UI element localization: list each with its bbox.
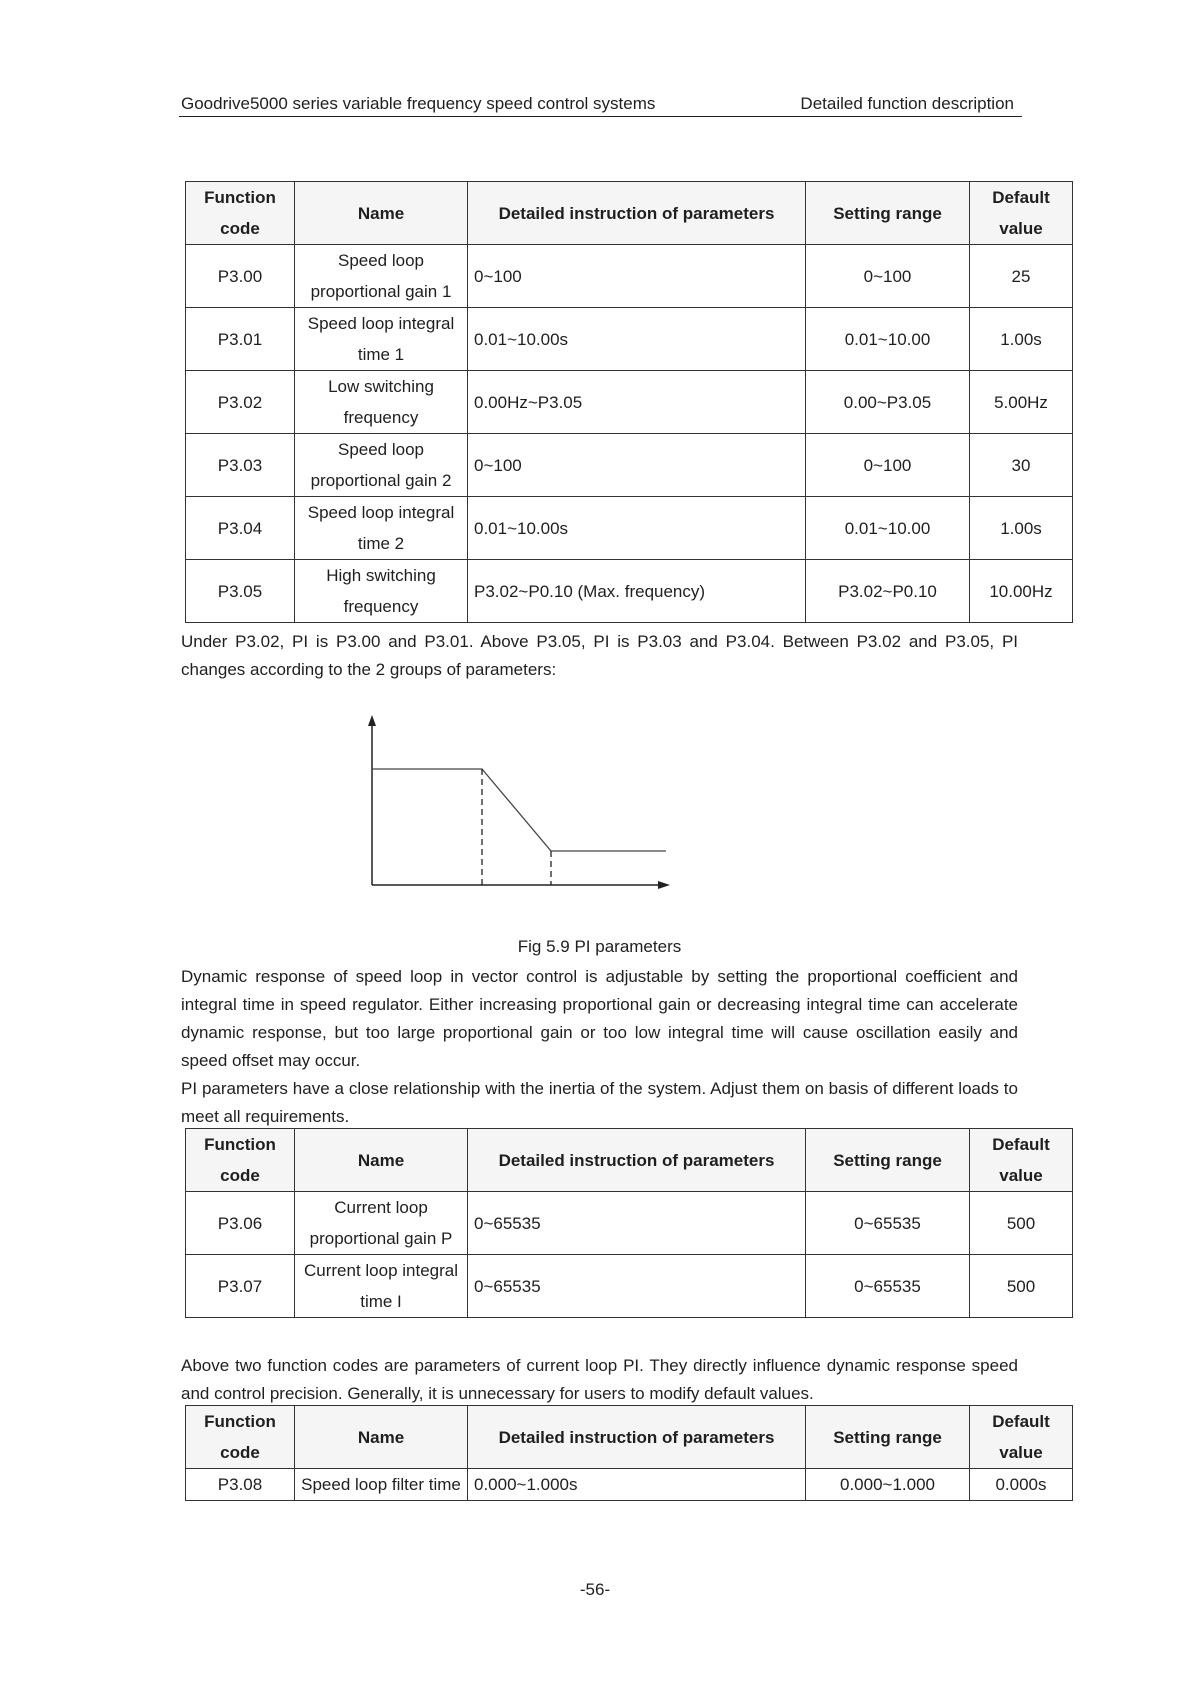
cell-desc: 0.000~1.000s (468, 1469, 806, 1501)
cell-code: P3.03 (186, 434, 295, 497)
cell-name: High switching frequency (295, 560, 468, 623)
cell-range: 0~100 (806, 245, 970, 308)
cell-default: 10.00Hz (970, 560, 1073, 623)
header-default-value: Default value (970, 1406, 1073, 1469)
cell-range: 0~65535 (806, 1255, 970, 1318)
cell-name: Current loop proportional gain P (295, 1192, 468, 1255)
cell-code: P3.00 (186, 245, 295, 308)
cell-code: P3.04 (186, 497, 295, 560)
cell-code: P3.07 (186, 1255, 295, 1318)
pi-curve (372, 769, 666, 851)
header-name: Name (295, 1129, 468, 1192)
cell-desc: 0~100 (468, 245, 806, 308)
table-header-row (186, 1406, 1073, 1469)
header-name: Name (295, 1406, 468, 1469)
cell-name: Speed loop integral time 1 (295, 308, 468, 371)
cell-default: 0.000s (970, 1469, 1073, 1501)
parameter-table-2 (185, 1128, 1073, 1318)
table-row (186, 371, 1073, 434)
table-header-row (186, 182, 1073, 245)
table-header-row (186, 1129, 1073, 1192)
cell-range: P3.02~P0.10 (806, 560, 970, 623)
page-number: -56- (579, 1580, 611, 1599)
header-setting-range: Setting range (806, 182, 970, 245)
cell-desc: 0~100 (468, 434, 806, 497)
header-default-value: Default value (970, 182, 1073, 245)
cell-default: 5.00Hz (970, 371, 1073, 434)
parameter-table-1 (185, 181, 1073, 623)
cell-name: Speed loop filter time (295, 1469, 468, 1501)
cell-code: P3.05 (186, 560, 295, 623)
header-function-code: Function code (186, 1129, 295, 1192)
table-row (186, 245, 1073, 308)
cell-name: Low switching frequency (295, 371, 468, 434)
table-row (186, 1469, 1073, 1501)
cell-code: P3.06 (186, 1192, 295, 1255)
cell-default: 30 (970, 434, 1073, 497)
header-section: Detailed function description (800, 94, 1014, 113)
table-row (186, 1192, 1073, 1255)
paragraph-current-loop: Above two function codes are parameters of current loop PI. They directly influence dynamic response speed and control precision. Generally, it is unnecessary for users to modify default values. (181, 1356, 1018, 1403)
x-axis-arrow-icon (658, 881, 670, 889)
cell-name: Current loop integral time I (295, 1255, 468, 1318)
header-name: Name (295, 182, 468, 245)
cell-range: 0.00~P3.05 (806, 371, 970, 434)
header-setting-range: Setting range (806, 1406, 970, 1469)
cell-default: 500 (970, 1192, 1073, 1255)
cell-default: 500 (970, 1255, 1073, 1318)
header-detailed-instruction: Detailed instruction of parameters (468, 182, 806, 245)
header-title: Goodrive5000 series variable frequency speed control systems (181, 94, 656, 113)
parameter-table-3 (185, 1405, 1073, 1501)
cell-code: P3.08 (186, 1469, 295, 1501)
cell-name: Speed loop proportional gain 2 (295, 434, 468, 497)
table-row (186, 308, 1073, 371)
cell-desc: 0~65535 (468, 1255, 806, 1318)
y-axis-arrow-icon (368, 715, 376, 726)
figure-caption: Fig 5.9 PI parameters (517, 937, 682, 956)
cell-code: P3.02 (186, 371, 295, 434)
header-function-code: Function code (186, 1406, 295, 1469)
cell-range: 0.01~10.00 (806, 497, 970, 560)
cell-desc: 0~65535 (468, 1192, 806, 1255)
cell-range: 0.01~10.00 (806, 308, 970, 371)
paragraph-dynamic-response: Dynamic response of speed loop in vector control is adjustable by setting the proportional coefficient and integral time in speed regulator. Either increasing proportional gain or decreasing integral time can accelerate dynamic response, but too large proportional gain or too low integral time will cause oscillation easily and speed offset may occur. (181, 967, 1018, 1070)
cell-name: Speed loop integral time 2 (295, 497, 468, 560)
page-header (179, 92, 1022, 117)
cell-default: 1.00s (970, 497, 1073, 560)
pi-parameters-figure (360, 715, 680, 900)
cell-desc: 0.01~10.00s (468, 497, 806, 560)
cell-range: 0~65535 (806, 1192, 970, 1255)
header-function-code: Function code (186, 182, 295, 245)
table-row (186, 560, 1073, 623)
cell-code: P3.01 (186, 308, 295, 371)
table-row (186, 434, 1073, 497)
table-row (186, 497, 1073, 560)
cell-range: 0~100 (806, 434, 970, 497)
paragraph-pi-switching: Under P3.02, PI is P3.00 and P3.01. Above P3.05, PI is P3.03 and P3.04. Between P3.02 and P3.05, PI changes according to the 2 groups of parameters: (181, 632, 1018, 679)
header-setting-range: Setting range (806, 1129, 970, 1192)
cell-desc: 0.00Hz~P3.05 (468, 371, 806, 434)
cell-name: Speed loop proportional gain 1 (295, 245, 468, 308)
header-detailed-instruction: Detailed instruction of parameters (468, 1129, 806, 1192)
cell-default: 1.00s (970, 308, 1073, 371)
cell-desc: P3.02~P0.10 (Max. frequency) (468, 560, 806, 623)
cell-default: 25 (970, 245, 1073, 308)
cell-desc: 0.01~10.00s (468, 308, 806, 371)
cell-range: 0.000~1.000 (806, 1469, 970, 1501)
header-detailed-instruction: Detailed instruction of parameters (468, 1406, 806, 1469)
table-row (186, 1255, 1073, 1318)
header-default-value: Default value (970, 1129, 1073, 1192)
paragraph-inertia: PI parameters have a close relationship with the inertia of the system. Adjust them on basis of different loads to meet all requirements. (181, 1079, 1018, 1126)
